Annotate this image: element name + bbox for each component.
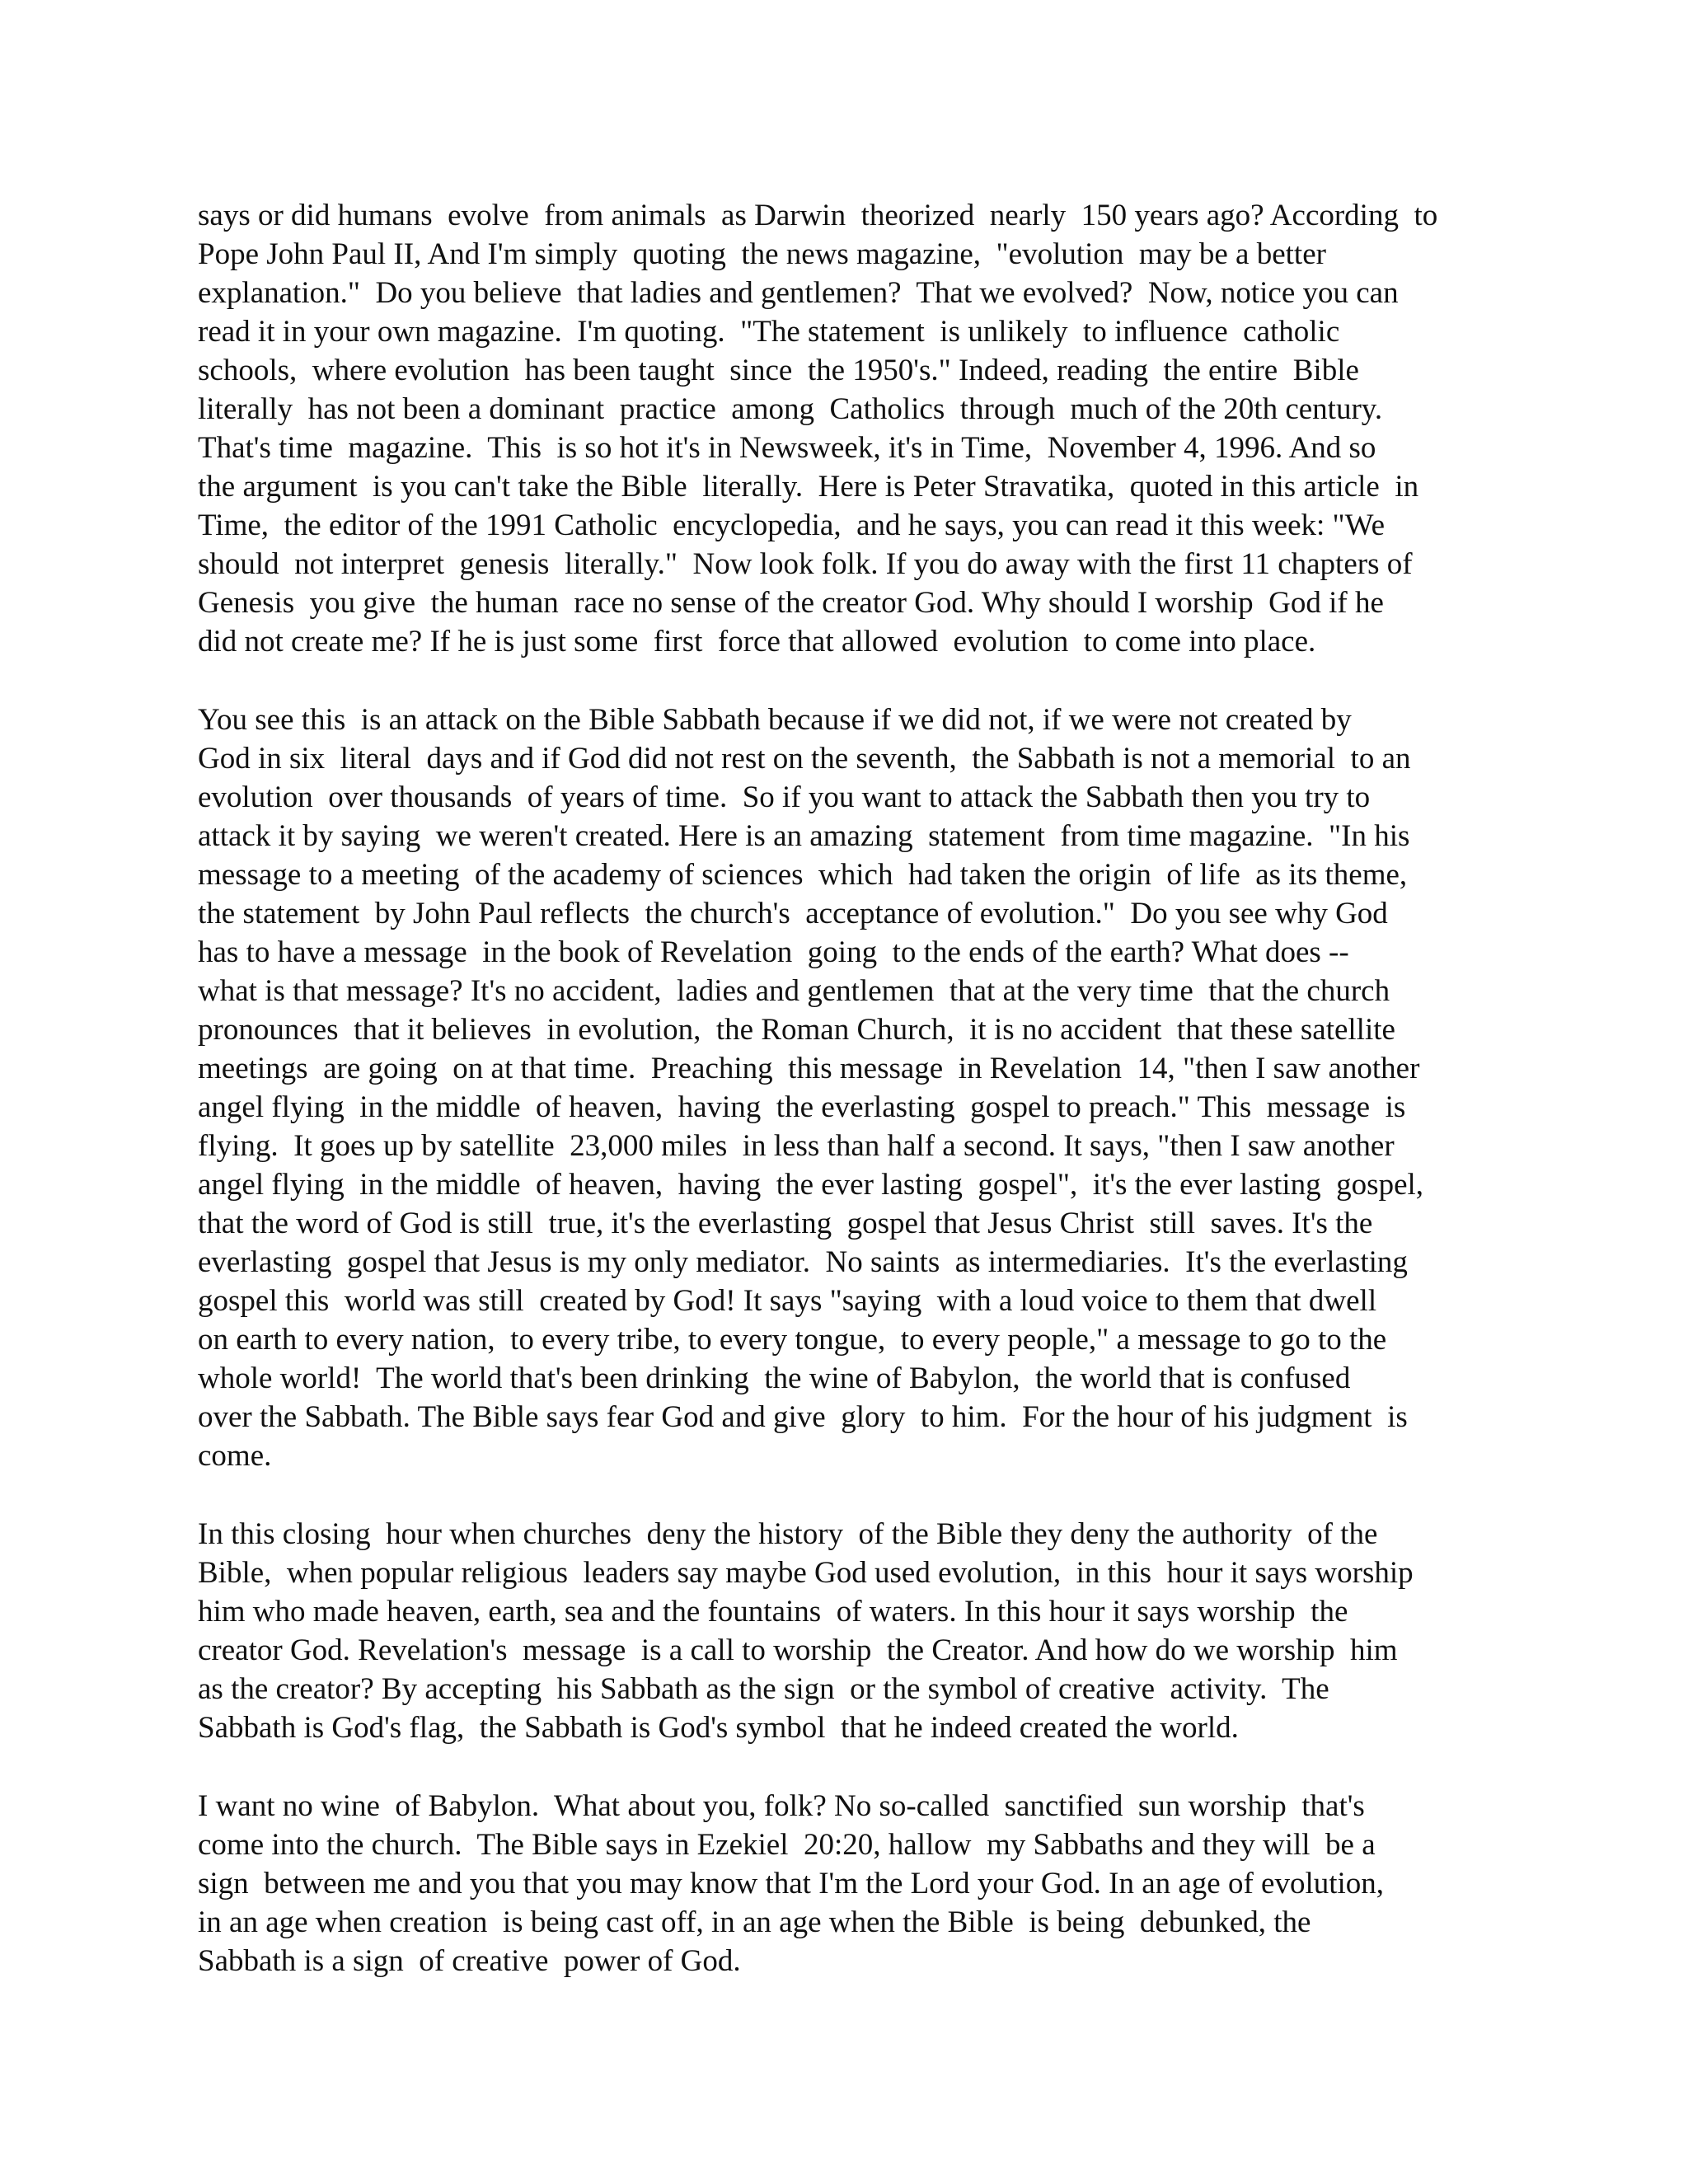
paragraph-2 [198,701,1484,1475]
text-line: sign between me and you that you may know that I'm the Lord your God. In an age of evolution, [198,1867,1385,1900]
text-line: In this closing hour when churches deny the history of the Bible they deny the authority of the [198,1517,1378,1551]
text-line: evolution over thousands of years of time. So if you want to attack the Sabbath then you try to [198,780,1371,814]
text-line: gospel this world was still created by God! It says "saying with a loud voice to them that dwell [198,1284,1377,1318]
text-line: I want no wine of Babylon. What about you, folk? No so-called sanctified sun worship that's [198,1789,1365,1823]
text-column [198,196,1484,2020]
text-line: flying. It goes up by satellite 23,000 miles in less than half a second. It says, "then I saw another [198,1129,1395,1163]
text-line: Pope John Paul II, And I'm simply quoting the news magazine, "evolution may be a better [198,237,1326,271]
text-line: God in six literal days and if God did not rest on the seventh, the Sabbath is not a memorial to an [198,742,1411,776]
text-line: come into the church. The Bible says in Ezekiel 20:20, hallow my Sabbaths and they will be a [198,1828,1376,1862]
text-line: as the creator? By accepting his Sabbath as the sign or the symbol of creative activity. The [198,1672,1329,1706]
text-line: says or did humans evolve from animals as Darwin theorized nearly 150 years ago? According to [198,199,1438,232]
text-line: that the word of God is still true, it's the everlasting gospel that Jesus Christ still saves. It's the [198,1207,1373,1240]
text-line: That's time magazine. This is so hot it's in Newsweek, it's in Time, November 4, 1996. And so [198,431,1376,465]
text-line: whole world! The world that's been drinking the wine of Babylon, the world that is confused [198,1361,1351,1395]
text-line: everlasting gospel that Jesus is my only mediator. No saints as intermediaries. It's the everlasting [198,1245,1408,1279]
text-line: him who made heaven, earth, sea and the fountains of waters. In this hour it says worship the [198,1595,1348,1629]
text-line: attack it by saying we weren't created. Here is an amazing statement from time magazine. "In his [198,819,1410,853]
text-line: come. [198,1439,272,1473]
paragraph-4 [198,1787,1484,1980]
text-line: over the Sabbath. The Bible says fear God and give glory to him. For the hour of his judgment is [198,1400,1408,1434]
text-line: meetings are going on at that time. Preaching this message in Revelation 14, "then I saw another [198,1052,1420,1085]
text-line: the argument is you can't take the Bible literally. Here is Peter Stravatika, quoted in this article in [198,470,1419,504]
text-line: angel flying in the middle of heaven, having the everlasting gospel to preach." This message is [198,1090,1406,1124]
text-line: Time, the editor of the 1991 Catholic encyclopedia, and he says, you can read it this week: "We [198,509,1386,542]
text-line: Sabbath is a sign of creative power of God. [198,1944,741,1978]
text-line: read it in your own magazine. I'm quoting. "The statement is unlikely to influence catholic [198,315,1340,349]
paragraph-3 [198,1515,1484,1747]
text-line: angel flying in the middle of heaven, having the ever lasting gospel", it's the ever lasting gospel, [198,1168,1424,1202]
text-line: has to have a message in the book of Revelation going to the ends of the earth? What does -- [198,935,1349,969]
paragraph-1 [198,196,1484,661]
text-line: on earth to every nation, to every tribe, to every tongue, to every people," a message to go to the [198,1323,1387,1357]
text-line: Genesis you give the human race no sense of the creator God. Why should I worship God if he [198,586,1384,620]
text-line: explanation." Do you believe that ladies and gentlemen? That we evolved? Now, notice you can [198,276,1399,310]
text-line: literally has not been a dominant practice among Catholics through much of the 20th century. [198,392,1383,426]
text-line: pronounces that it believes in evolution, the Roman Church, it is no accident that these satellite [198,1013,1395,1047]
text-line: Bible, when popular religious leaders say maybe God used evolution, in this hour it says worship [198,1556,1414,1590]
text-line: the statement by John Paul reflects the church's acceptance of evolution." Do you see why God [198,897,1388,930]
text-line: what is that message? It's no accident, ladies and gentlemen that at the very time that the church [198,974,1390,1008]
text-line: You see this is an attack on the Bible Sabbath because if we did not, if we were not created by [198,703,1352,737]
text-line: Sabbath is God's flag, the Sabbath is God's symbol that he indeed created the world. [198,1711,1239,1745]
text-line: schools, where evolution has been taught since the 1950's." Indeed, reading the entire Bible [198,354,1359,387]
text-line: message to a meeting of the academy of sciences which had taken the origin of life as its theme, [198,858,1408,892]
text-line: should not interpret genesis literally." Now look folk. If you do away with the first 11 chapters of [198,547,1413,581]
text-line: creator God. Revelation's message is a call to worship the Creator. And how do we worship him [198,1633,1398,1667]
text-line: did not create me? If he is just some first force that allowed evolution to come into place. [198,625,1316,658]
text-line: in an age when creation is being cast off, in an age when the Bible is being debunked, the [198,1905,1311,1939]
